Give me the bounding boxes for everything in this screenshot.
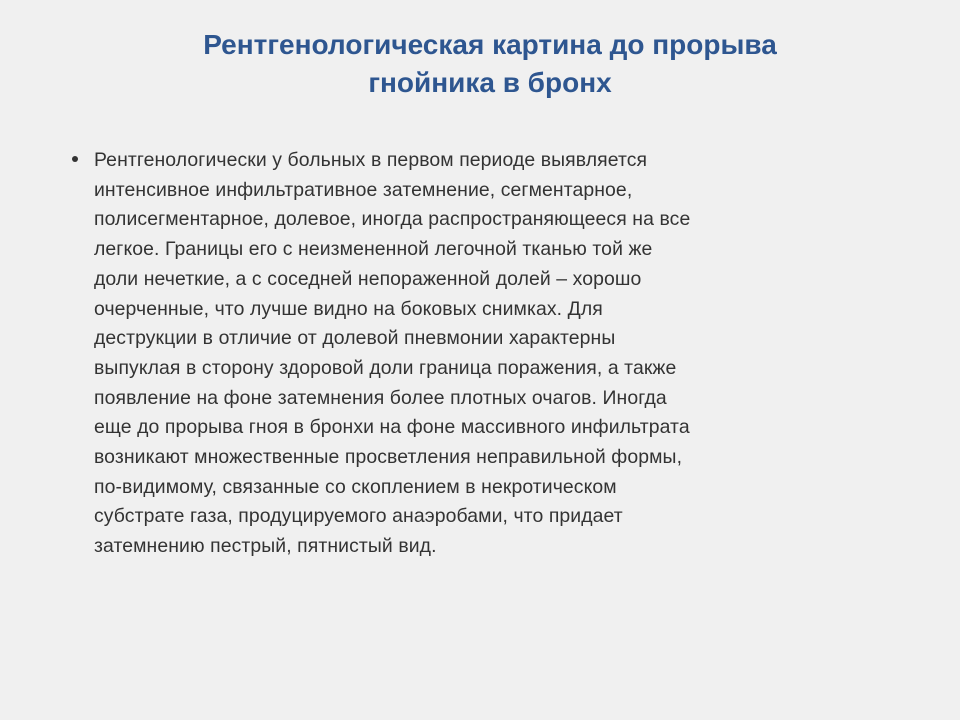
paragraph-line: еще до прорыва гноя в бронхи на фоне массивного инфильтрата [94,416,690,439]
paragraph-line: интенсивное инфильтративное затемнение, сегментарное, [94,178,633,201]
title-line-1: Рентгенологическая картина до прорыва [203,29,777,60]
paragraph-line: доли нечеткие, а с соседней непораженной долей – хорошо [94,267,642,290]
bullet-item [72,146,892,562]
paragraph-line: выпуклая в сторону здоровой доли граница поражения, а также [94,356,677,379]
paragraph-line: затемнению пестрый, пятнистый вид. [94,535,437,558]
paragraph-line: деструкции в отличие от долевой пневмонии характерны [94,327,616,350]
paragraph-line: легкое. Границы его с неизмененной легочной тканью той же [94,238,653,261]
paragraph-line: субстрате газа, продуцируемого анаэробами, что придает [94,505,623,528]
bullet-dot-icon [72,156,78,162]
paragraph-line: возникают множественные просветления неправильной формы, [94,446,683,469]
content-list [72,146,892,562]
paragraph-line: Рентгенологически у больных в первом периоде выявляется [94,149,648,171]
paragraph-line: по-видимому, связанные со скоплением в некротическом [94,475,617,498]
paragraph-line: полисегментарное, долевое, иногда распространяющееся на все [94,208,691,231]
bullet-paragraph [94,146,892,562]
paragraph-line: появление на фоне затемнения более плотных очагов. Иногда [94,386,667,409]
paragraph-line: очерченные, что лучше видно на боковых снимках. Для [94,297,603,320]
slide-title [60,26,920,102]
title-line-2: гнойника в бронх [368,67,612,98]
